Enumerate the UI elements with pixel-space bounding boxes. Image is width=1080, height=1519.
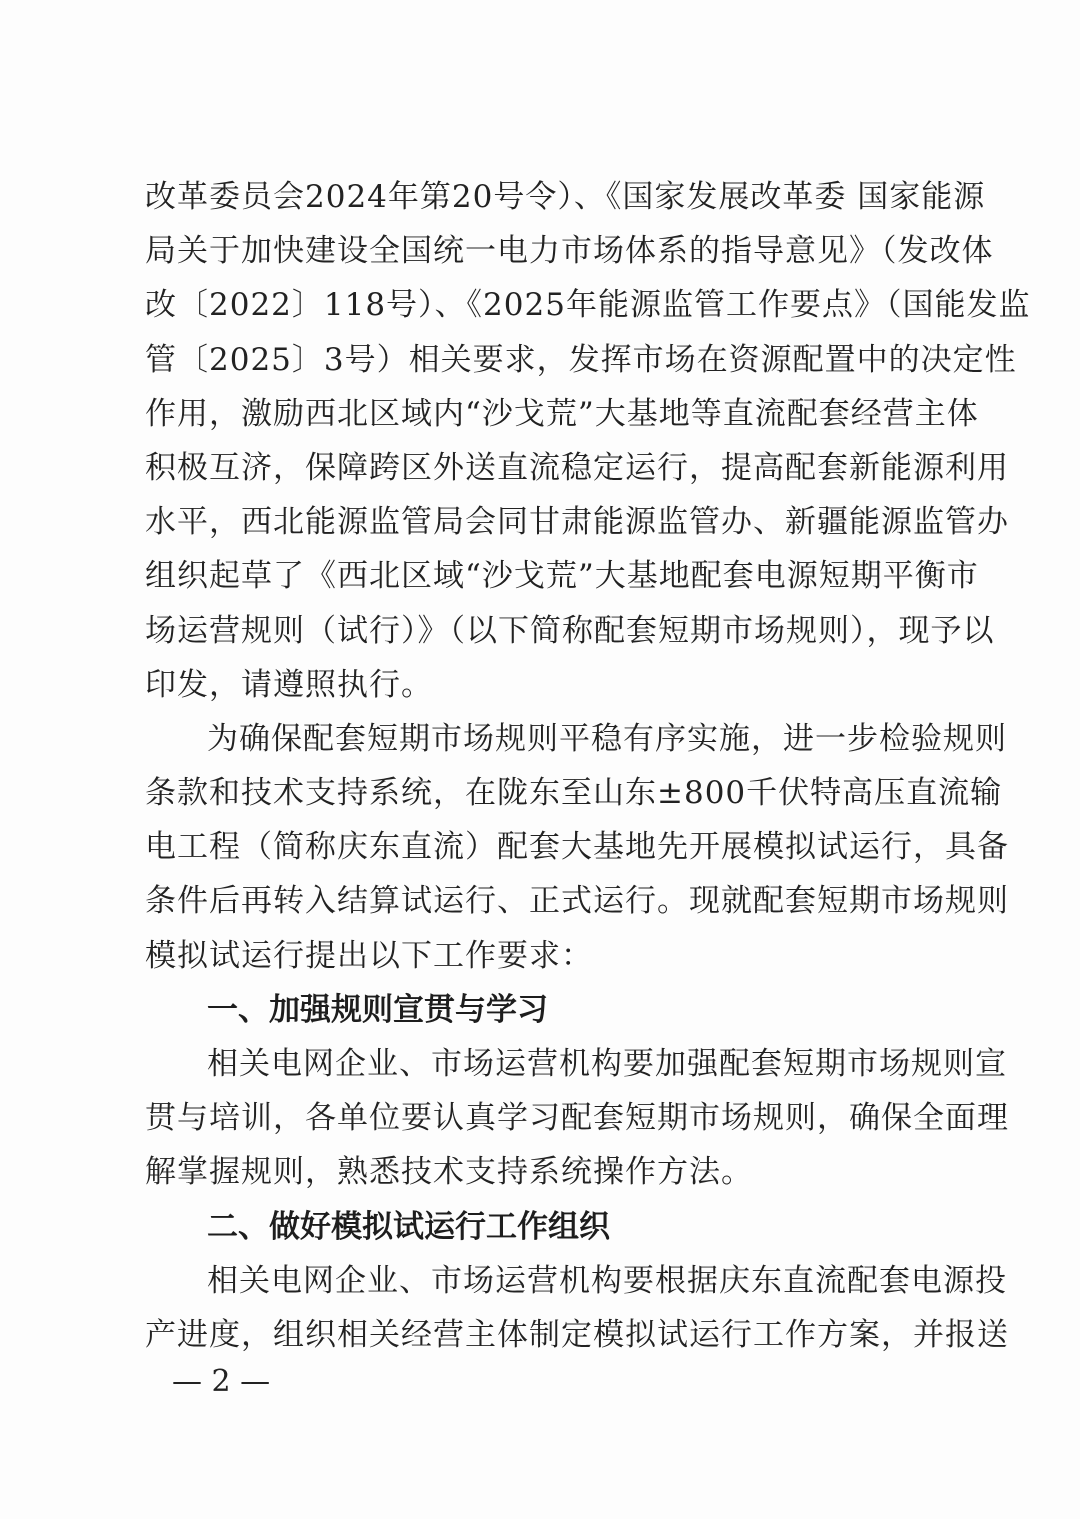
paragraph-2-line-2: 条款和技术支持系统，在陇东至山东±800千伏特高压直流输	[145, 775, 1003, 812]
paragraph-1-line-8: 组织起草了《西北区域“沙戈荒”大基地配套电源短期平衡市	[145, 558, 979, 595]
paragraph-1-line-2: 局关于加快建设全国统一电力市场体系的指导意见》（发改体	[145, 233, 994, 270]
paragraph-1-line-9: 场运营规则（试行）》（以下简称配套短期市场规则），现予以	[145, 612, 995, 649]
section-heading-2: 二、做好模拟试运行工作组织	[207, 1208, 610, 1245]
paragraph-1-line-1: 改革委员会2024年第20号令）、《国家发展改革委 国家能源	[145, 179, 986, 215]
paragraph-1-line-6: 积极互济，保障跨区外送直流稳定运行，提高配套新能源利用	[145, 449, 1009, 486]
paragraph-3-line-2: 贯与培训，各单位要认真学习配套短期市场规则，确保全面理	[145, 1100, 1009, 1137]
paragraph-1-line-5: 作用，激励西北区域内“沙戈荒”大基地等直流配套经营主体	[145, 395, 979, 432]
paragraph-3-line-3: 解掌握规则，熟悉技术支持系统操作方法。	[145, 1154, 753, 1191]
page-number: — 2 —	[172, 1364, 271, 1399]
paragraph-2-line-4: 条件后再转入结算试运行、正式运行。现就配套短期市场规则	[145, 883, 1009, 920]
paragraph-1-line-7: 水平，西北能源监管局会同甘肃能源监管办、新疆能源监管办	[145, 504, 1009, 541]
paragraph-3-line-1: 相关电网企业、市场运营机构要加强配套短期市场规则宣	[207, 1046, 1007, 1082]
paragraph-4-line-2: 产进度，组织相关经营主体制定模拟试运行工作方案，并报送	[145, 1316, 1009, 1353]
paragraph-1-line-3: 改〔2022〕118号）、《2025年能源监管工作要点》（国能发监	[145, 287, 1031, 324]
paragraph-2-line-5: 模拟试运行提出以下工作要求：	[145, 937, 593, 974]
paragraph-4-line-1: 相关电网企业、市场运营机构要根据庆东直流配套电源投	[207, 1262, 1007, 1299]
paragraph-1-line-4: 管〔2025〕3号）相关要求，发挥市场在资源配置中的决定性	[145, 341, 1017, 378]
paragraph-2-line-3: 电工程（简称庆东直流）配套大基地先开展模拟试运行，具备	[145, 829, 1009, 866]
paragraph-1-line-10: 印发，请遵照执行。	[145, 666, 433, 703]
paragraph-2-line-1: 为确保配套短期市场规则平稳有序实施，进一步检验规则	[207, 720, 1007, 757]
document-body	[145, 170, 1031, 1362]
section-heading-1: 一、加强规则宣贯与学习	[207, 991, 548, 1028]
